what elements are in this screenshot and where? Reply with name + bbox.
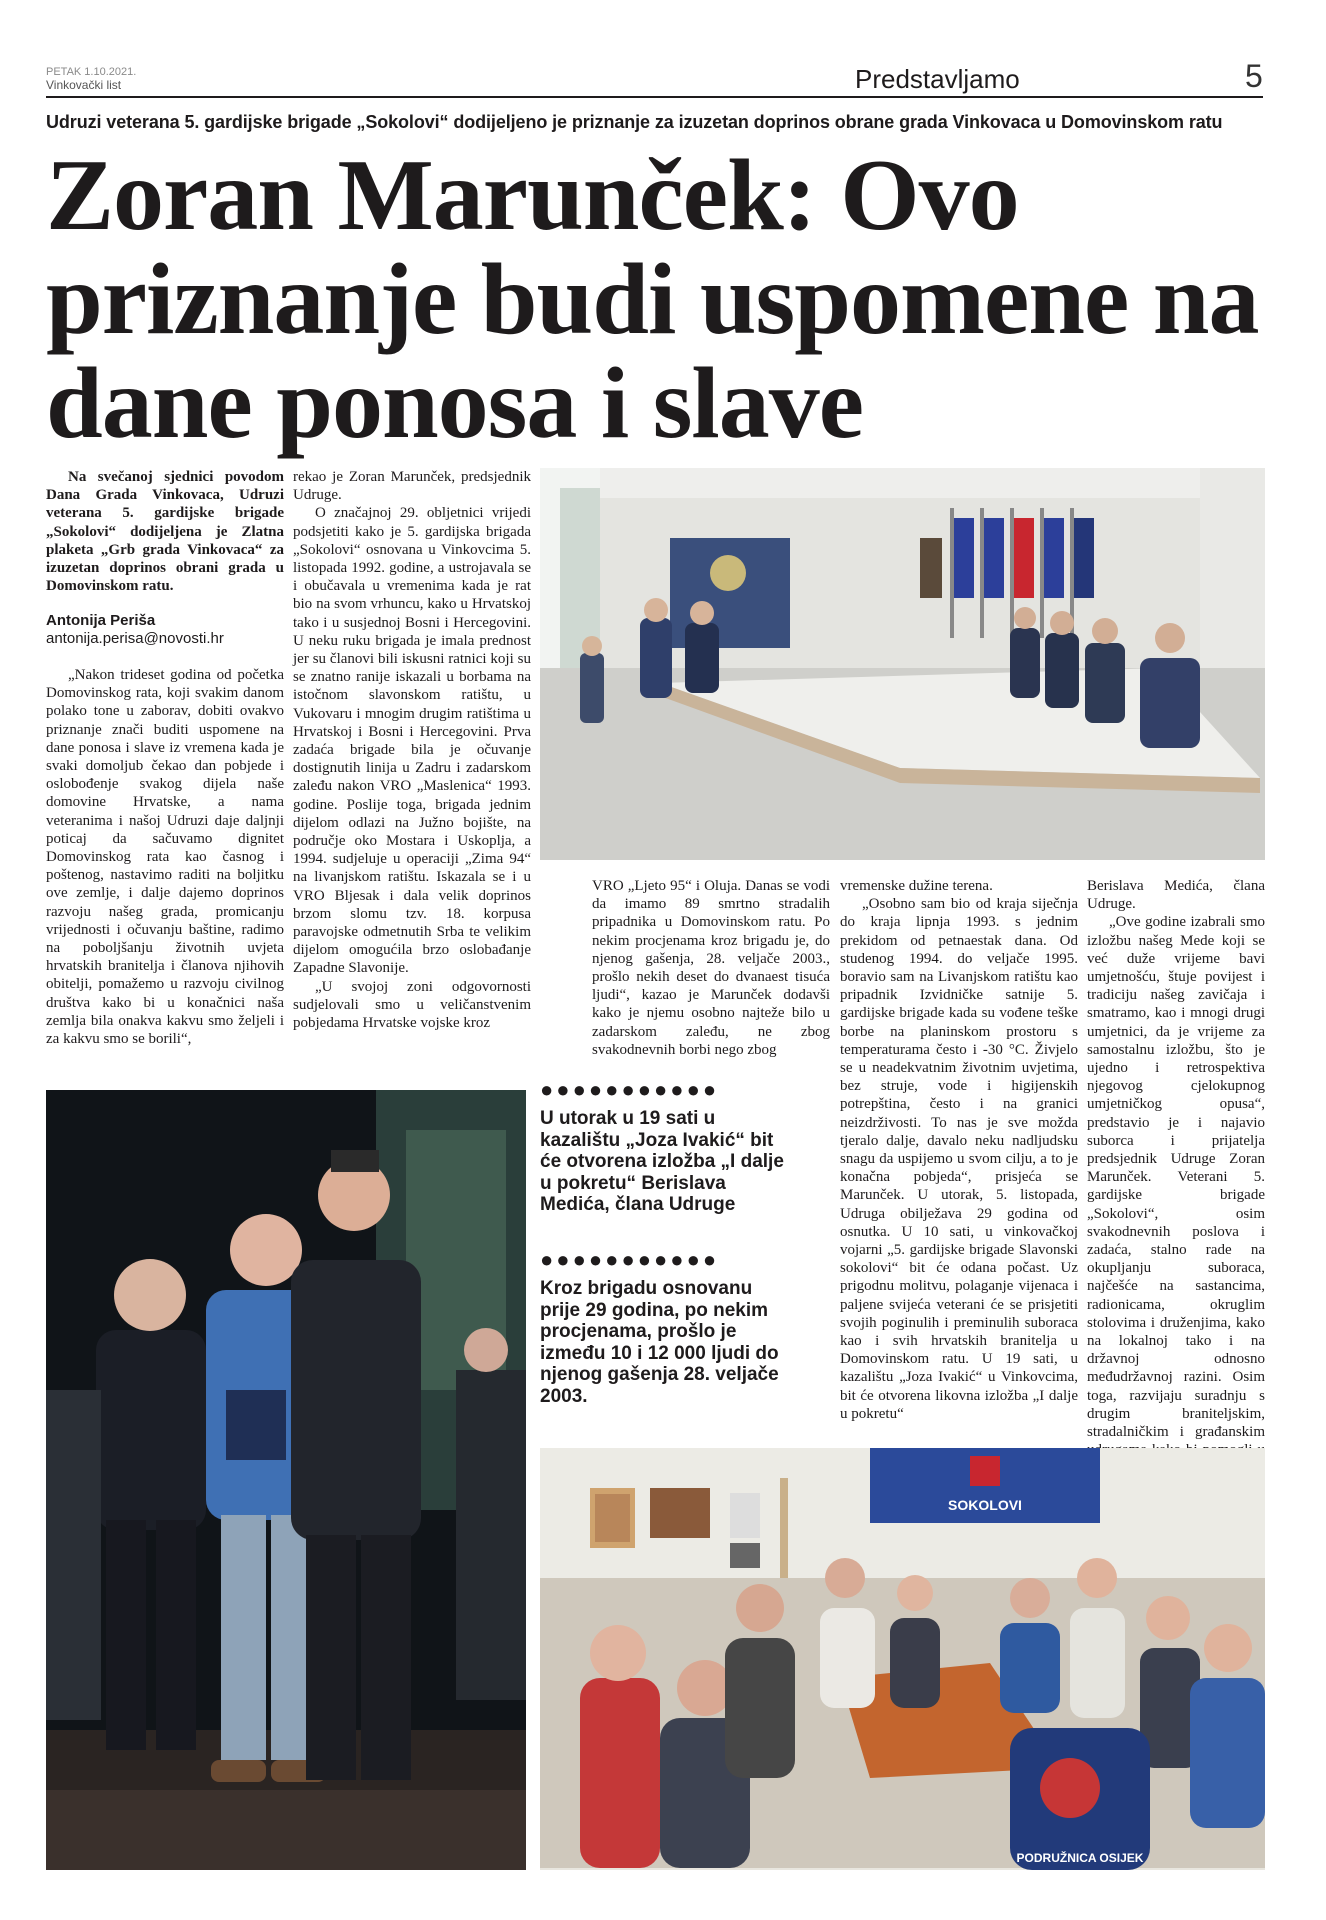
- body-column-4: [840, 877, 1078, 1423]
- byline: [46, 612, 224, 648]
- paragraph: rekao je Zoran Marunček, predsjednik Udruge.: [293, 469, 531, 504]
- ceremony-illustration: [46, 1090, 526, 1870]
- kicker: Udruzi veterana 5. gardijske brigade „Sokolovi“ dodijeljeno je priznanje za izuzetan doprinos obrane grada Vinkovaca u Domovinskom ratu: [46, 112, 1223, 132]
- headline: Zoran Marunček: Ovo priznanje budi uspomene na dane ponosa i slave: [46, 139, 1259, 460]
- page-number: 5: [1245, 58, 1263, 94]
- meeting-illustration: [540, 1448, 1265, 1870]
- paragraph: „Nakon trideset godina od početka Domovinskog rata, koji svakim danom polako tone u zaborav, dobiti ovakvo priznanje znači buditi uspomene na dane ponosa i slave iz vremena kada je svaki domoljub čekao dan pobjede i oslobođenje svakog dijela naše domovine Hrvatske, a nama veteranima i našoj Udruzi daje daljnji poticaj da sačuvamo dignitet Domovinskog rata kao časnog i poštenog, nastavimo raditi na boljitku ove zemlje, i dalje dajemo doprinos razvoju našeg grada, promicanju vrijednosti i očuvanju baštine, radimo na poboljšanju životnih uvjeta hrvatskih branitelja i članova njihovih obitelji, pomažemo u razvoju civilnog društva kako bi u konačnici naša zemlja bila onakva kakvu smo željeli i za kakvu smo se borili“,: [46, 667, 284, 1048]
- photo-conference-room: [540, 468, 1265, 860]
- paragraph: O značajnoj 29. obljetnici vrijedi podsjetiti kako je 5. gardijska brigada „Sokolovi“ osnovana u Vinkovcima 5. listopada 1992. godine, a ustrojavala se i obučavala u vremenima kada je rat bio na svom vrhuncu, kako u Hrvatskoj tako i u susjednoj Bosni i Hercegovini. U neku ruku brigada je imala prednost jer su članovi bili iskusni ratnici koji su se znatno ranije iskazali u borbama na istočnom slavonskom ratištu, u Vukovaru i mnogim drugim ratištima u Hrvatskoj i Bosni i Hercegovini. Prva zadaća brigade bila je očuvanje dostignutih linija u Zadru i zadarskom zaleđu nakon VRO „Maslenica“ 1993. godine. Poslije toga, brigada jednim dijelom odlazi na Južno bojište, na područje oko Mostara i Uskoplja, a 1994. sudjeluje u operaciji „Zima 94“ na livanjskom ratištu. Iskazala se i u VRO Bljesak i dala velik doprinos brzom slomu tzv. 18. korpusa paravojske odmetnutih Srba te velikim dijelom omogućila brzo oslobađanje Zapadne Slavonije.: [293, 505, 531, 977]
- author-email: antonija.perisa@novosti.hr: [46, 630, 224, 647]
- paragraph: vremenske dužine terena.: [840, 878, 993, 894]
- dotted-separator: ●●●●●●●●●●●: [540, 1077, 720, 1102]
- photo-award-ceremony: [46, 1090, 526, 1870]
- body-column-2: [293, 468, 531, 1032]
- paragraph: „U svojoj zoni odgovornosti sudjelovali smo u veličanstvenim pobjedama Hrvatske vojske kroz: [293, 978, 531, 1032]
- paragraph: Berislava Medića, člana Udruge.: [1087, 878, 1265, 913]
- photo-veterans-meeting: [540, 1448, 1265, 1870]
- paragraph: „Ove godine izabrali smo izložbu našeg Mede koji se već duže vrijeme bavi umjetnošću, štuje povijest i tradiciju našeg zavičaja i smatramo, kao i mnogi drugi umjetnici, da je vrijeme za samostalnu izložbu, što je ujedno i retrospektiva njegovog cjelokupnog umjetničkog opusa“, predstavio je i najavio suborca i prijatelja predsjednik Udruge Zoran Marunček. Veterani 5. gardijske brigade „Sokolovi“, osim svakodnevnih poslova i zadaća, stalno rade na okupljanju suboraca, najčešće na sastancima, radionicama, okruglim stolovima i druženjima, kako na lokalnoj tako i na državnoj odnosno međudržavnoj razini. Osim toga, razvijaju suradnju s drugim braniteljskim, stradalničkim i građanskim: [1087, 914, 1265, 1441]
- issue-date: PETAK 1.10.2021.: [46, 66, 137, 78]
- pullquote-2: [540, 1247, 795, 1407]
- jacket-text: PODRUŽNICA OSIJEK: [1016, 1851, 1144, 1865]
- section-title: Predstavljamo: [855, 64, 1020, 94]
- body-column-1: [46, 666, 284, 1048]
- lead-paragraph: [46, 468, 284, 595]
- paragraph: VRO „Ljeto 95“ i Oluja. Danas se vodi da imamo 89 smrtno stradalih pripadnika u Domovinskom ratu. Po nekim procjenama kroz brigadu je, do njenog gašenja, 28. veljače 2003., prošlo nekih deset do dvanaest tisuća ljudi“, kazao je Marunček dodavši kako je njemu osobno najteže bilo u zadarskom zaleđu, ne zbog svakodnevnih borbi nego zbog: [592, 878, 830, 1058]
- header-rule: [46, 96, 1263, 98]
- pullquote-1: [540, 1077, 795, 1216]
- pullquote-text: U utorak u 19 sati u kazalištu „Joza Ivakić“ bit će otvorena izložba „I dalje u pokretu“ Berislava Medića, člana Udruge: [540, 1108, 784, 1215]
- lead-text: Na svečanoj sjednici povodom Dana Grada Vinkovaca, Udruzi veterana 5. gardijske brigade „Sokolovi“ dodijeljena je Zlatna plaketa „Grb grada Vinkovaca“ za izuzetan doprinos obrani grada u Domovinskom ratu.: [46, 469, 284, 595]
- dotted-separator: ●●●●●●●●●●●: [540, 1247, 720, 1272]
- body-column-3: [592, 877, 830, 1059]
- banner-text: SOKOLOVI: [948, 1497, 1022, 1513]
- paragraph: „Osobno sam bio od kraja siječnja do kraja lipnja 1993. s jednim prekidom od petnaestak dana. Od studenog 1994. do veljače 1995. boravio sam na Livanjskom ratištu kao pripadnik Izvidničke satnije 5. gardijske brigade kada su vođene teške borbe na planinskom prostoru s temperaturama često i -30 °C. Živjelo se u neadekvatnim životnim uvjetima, bez struje, vode i higijenskih potrepština, često i na granici neizdrživosti. To nas je sve možda tjeralo dalje, davalo neku nadljudsku snagu da uspijemo u svom cilju, a to je konačna pobjeda“, prisjeća se Marunček. U utorak, 5. listopada, Udruga obilježava 29 godina od osnutka. U 10 sati, u vinkovačkoj vojarni „5. gardijske brigade Slavonski sokolovi“ bit će odana počast. Uz prigodnu molitvu, polaganje vijenaca i paljene svijeća veterani će se prisjetiti svojih poginulih i preminulih suboraca kao i svih hrvatskih branitelja u Domovinskom ratu. U 19 sati, u kazalištu „Joza Ivakić“ u Vinkovcima, bit će otvorena likovna izložba „I dalje u pokretu“: [840, 896, 1078, 1422]
- pullquote-text: Kroz brigadu osnovanu prije 29 godina, po nekim procjenama, prošlo je između 10 i 12 000 ljudi do njenog gašenja 28. veljače 2003.: [540, 1278, 779, 1407]
- author-name: Antonija Periša: [46, 612, 156, 629]
- conference-room-illustration: [540, 468, 1265, 860]
- publication-name: Vinkovački list: [46, 78, 122, 92]
- issue-meta: [46, 66, 136, 92]
